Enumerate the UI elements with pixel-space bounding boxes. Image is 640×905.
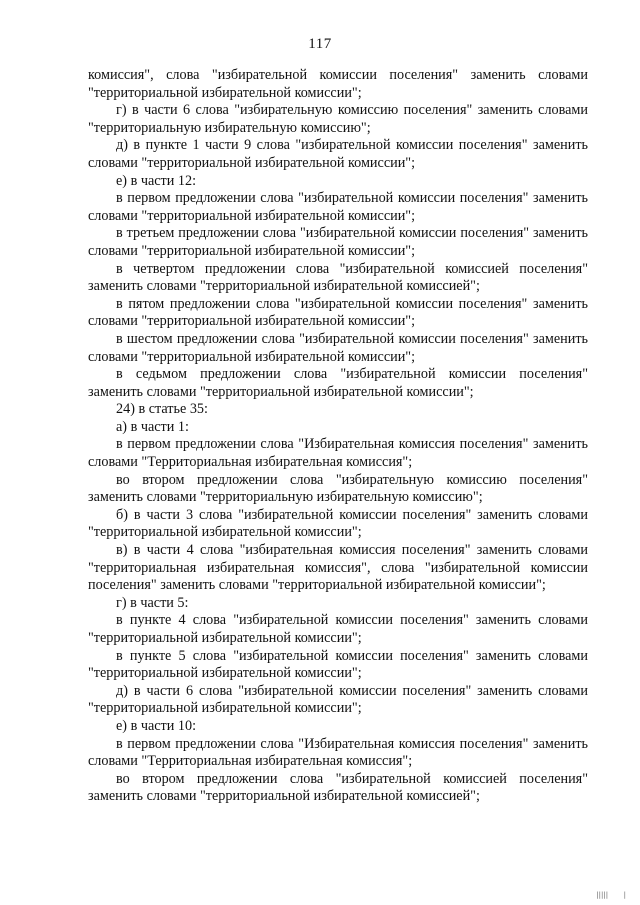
paragraph: в пункте 4 слова "избирательной комиссии поселения" заменить словами "территориальной избирательной комиссии"; xyxy=(88,612,588,646)
paragraph: в первом предложении слова "Избирательная комиссия поселения" заменить словами "Территориальная избирательная комиссия"; xyxy=(88,436,588,471)
paragraph: в седьмом предложении слова "избирательной комиссии поселения" заменить словами "территориальной избирательной комиссии"; xyxy=(88,366,588,400)
paragraph: е) в части 10: xyxy=(116,717,197,734)
paragraph: д) в пункте 1 части 9 слова "избирательной комиссии поселения" заменить словами "территориальной избирательной комиссии"; xyxy=(88,137,588,171)
paragraph: 24) в статье 35: xyxy=(116,401,208,418)
paragraph: в) в части 4 слова "избирательная комиссия поселения" заменить словами "территориальная избирательная комиссия", слова "избирательной комиссии поселения" заменить словами "территориальной избирательной комиссии"; xyxy=(88,542,588,594)
paragraph: в первом предложении слова "Избирательная комиссия поселения" заменить словами "Территориальная избирательная комиссия"; xyxy=(88,735,588,770)
paragraph: в пункте 5 слова "избирательной комиссии поселения" заменить словами "территориальной избирательной комиссии"; xyxy=(88,647,588,682)
paragraph: г) в части 6 слова "избирательную комиссию поселения" заменить словами "территориальную избирательную комиссию"; xyxy=(88,102,588,136)
paragraph: в первом предложении слова "избирательной комиссии поселения" заменить словами "территориальной избирательной комиссии"; xyxy=(88,190,588,224)
paragraph: во втором предложении слова "избирательной комиссией поселения" заменить словами "территориальной избирательной комиссией"; xyxy=(88,770,588,805)
paragraph: в пятом предложении слова "избирательной комиссии поселения" заменить словами "территориальной избирательной комиссии"; xyxy=(88,295,588,330)
page-number: 117 xyxy=(308,36,332,52)
paragraph: комиссия", слова "избирательной комиссии поселения" заменить словами "территориальной избирательной комиссии"; xyxy=(88,67,588,101)
footer-mark-left: ||||| xyxy=(596,891,609,899)
paragraph: в шестом предложении слова "избирательной комиссии поселения" заменить словами "территориальной избирательной комиссии"; xyxy=(88,330,588,365)
paragraph: б) в части 3 слова "избирательной комиссии поселения" заменить словами "территориальной избирательной комиссии"; xyxy=(88,506,588,541)
paragraph: е) в части 12: xyxy=(116,172,197,189)
paragraph: в третьем предложении слова "избирательной комиссии поселения" заменить словами "территориальной избирательной комиссии"; xyxy=(88,225,588,259)
footer-mark-right: | xyxy=(623,891,626,899)
paragraph: а) в части 1: xyxy=(116,418,189,435)
footer-scan-marks xyxy=(596,891,626,899)
paragraph: г) в части 5: xyxy=(116,594,189,611)
paragraph: д) в части 6 слова "избирательной комиссии поселения" заменить словами "территориальной избирательной комиссии"; xyxy=(88,682,588,717)
document-body xyxy=(88,67,588,806)
paragraph: в четвертом предложении слова "избирательной комиссией поселения" заменить словами "территориальной избирательной комиссией"; xyxy=(88,260,588,295)
paragraph: во втором предложении слова "избирательную комиссию поселения" заменить словами "территориальную избирательную комиссию"; xyxy=(88,471,588,506)
